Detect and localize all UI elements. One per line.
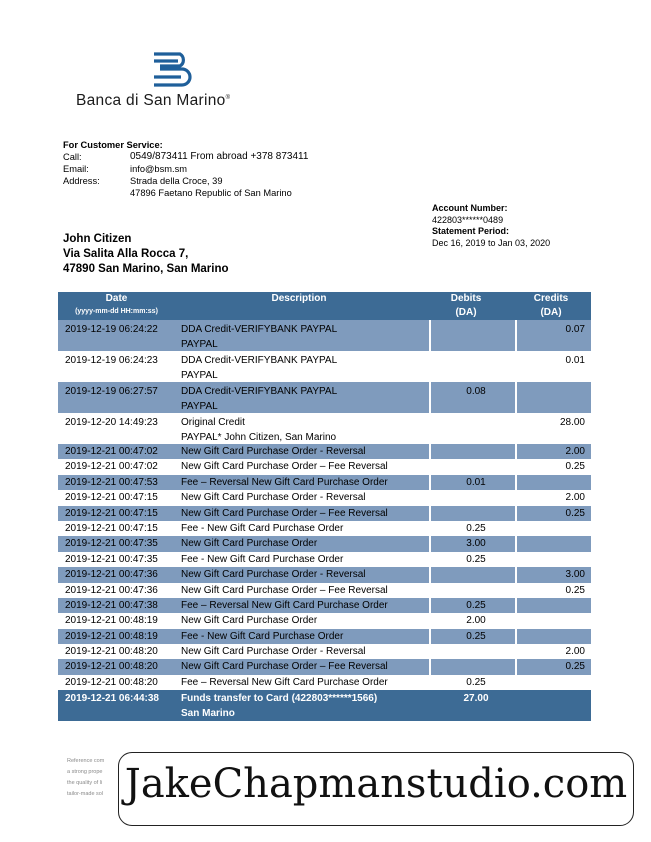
row-credit: 0.25 [565,507,585,519]
row-description-line-1: DDA Credit-VERIFYBANK PAYPAL [181,386,338,397]
row-description-line-2: PAYPAL [181,401,218,412]
row-debit: 0.25 [466,599,486,611]
address-label: Address: [63,176,100,186]
call-value: 0549/873411 From abroad +378 873411 [130,151,309,162]
row-debit: 3.00 [466,538,486,550]
customer-service-block [63,139,308,199]
row-date: 2019-12-19 06:24:23 [65,355,158,366]
row-credit: 0.07 [565,324,585,335]
row-description-line-2: PAYPAL [181,370,218,381]
statement-period-label: Statement Period: [432,226,510,236]
row-debit: 0.08 [466,386,486,397]
header-date: Date [105,293,128,304]
header-debits: Debits [450,293,482,304]
row-description: New Gift Card Purchase Order - Reversal [181,569,366,581]
table-body [58,320,591,690]
row-date: 2019-12-21 00:48:19 [65,630,158,642]
table-row [58,459,591,474]
customer-service-title: For Customer Service: [63,140,163,150]
row-description [181,353,337,383]
row-date: 2019-12-21 00:47:36 [65,584,158,596]
address-line-1: Strada della Croce, 39 [130,176,223,186]
row-date: 2019-12-21 00:47:36 [65,569,158,581]
row-credit: 3.00 [565,569,585,581]
header-description: Description [271,293,327,304]
watermark-text: JakeChapmanstudio.com [124,761,628,807]
row-date: 2019-12-21 00:48:19 [65,615,158,627]
account-number-value: 422803******0489 [432,214,504,225]
row-description: Fee - New Gift Card Purchase Order [181,630,344,642]
table-row [58,320,591,351]
row-description-line-2: PAYPAL* John Citizen, San Marino [181,432,337,443]
row-credit: 2.00 [565,446,585,457]
row-description: New Gift Card Purchase Order – Fee Reversal [181,584,388,596]
statement-period-value: Dec 16, 2019 to Jan 03, 2020 [432,237,551,248]
row-credit: 0.01 [565,355,585,366]
footer-line-1: Reference com [67,758,105,764]
table-row [58,351,591,382]
trademark-mark: ® [225,94,231,101]
row-description: New Gift Card Purchase Order [181,615,318,627]
row-date: 2019-12-19 06:27:57 [65,386,158,397]
table-row [58,567,591,582]
table-row [58,629,591,644]
table-row [58,644,591,659]
row-credit: 2.00 [565,492,585,504]
row-description-line-1: Original Credit [181,417,245,428]
customer-name: John Citizen [63,233,132,245]
row-debit: 2.00 [466,615,486,627]
row-description: Fee - New Gift Card Purchase Order [181,553,344,565]
email-value: info@bsm.sm [130,164,187,174]
final-description [181,691,377,721]
row-debit: 0.01 [466,476,486,488]
row-description-line-1: DDA Credit-VERIFYBANK PAYPAL [181,324,338,335]
row-credit: 2.00 [565,646,585,658]
bank-name [76,92,230,110]
row-description: New Gift Card Purchase Order – Fee Reversal [181,661,388,673]
row-description: New Gift Card Purchase Order – Fee Reversal [181,461,388,473]
bank-name-text: Banca di San Marino [76,92,226,109]
row-description: New Gift Card Purchase Order - Reversal [181,492,366,504]
row-debit: 0.25 [466,553,486,565]
footer-line-4: tailor-made sol [67,791,104,797]
row-description-line-2: PAYPAL [181,339,218,350]
call-label: Call: [63,152,82,162]
final-description-line-2: San Marino [181,708,235,720]
row-description: Fee - New Gift Card Purchase Order [181,522,344,534]
row-credit: 0.25 [565,661,585,673]
table-row [58,583,591,598]
table-row [58,675,591,690]
row-credit: 0.25 [565,584,585,596]
table-row [58,613,591,628]
row-date: 2019-12-21 00:47:38 [65,599,158,611]
table-header [58,292,591,320]
row-date: 2019-12-21 00:47:53 [65,476,158,488]
table-row [58,444,591,459]
row-description: New Gift Card Purchase Order [181,538,318,550]
table-row [58,536,591,551]
row-date: 2019-12-19 06:24:22 [65,324,158,335]
row-date: 2019-12-21 00:47:15 [65,492,158,504]
row-date: 2019-12-21 00:47:35 [65,538,158,550]
table-row [58,552,591,567]
final-debit: 27.00 [463,693,489,705]
table-row [58,598,591,613]
customer-address [63,232,229,277]
row-debit: 0.25 [466,630,486,642]
row-description-line-1: DDA Credit-VERIFYBANK PAYPAL [181,355,338,366]
row-date: 2019-12-21 00:47:02 [65,461,158,473]
header-date-format: (yyyy-mm-dd HH:mm:ss) [75,308,158,315]
watermark-box [118,752,634,826]
final-description-line-1: Funds transfer to Card (422803******1566) [181,693,378,705]
row-date: 2019-12-21 00:47:15 [65,507,158,519]
table-row [58,413,591,444]
bank-logo-icon [150,50,196,90]
row-debit: 0.25 [466,676,486,688]
customer-address-line-1: Via Salita Alla Rocca 7, [63,248,189,260]
transactions-table [58,292,591,721]
table-row [58,659,591,674]
header-credits: Credits [533,293,569,304]
table-row [58,506,591,521]
account-info [432,203,550,249]
final-date: 2019-12-21 06:44:38 [65,693,159,705]
row-date: 2019-12-20 14:49:23 [65,417,158,428]
row-date: 2019-12-21 00:47:02 [65,446,158,457]
row-debit: 0.25 [466,522,486,534]
row-description: Fee – Reversal New Gift Card Purchase Order [181,676,388,688]
header-debits-unit: (DA) [455,307,477,318]
row-date: 2019-12-21 00:48:20 [65,646,158,658]
table-row [58,475,591,490]
footer-line-3: the quality of li [67,780,103,786]
customer-address-line-2: 47890 San Marino, San Marino [63,263,229,275]
row-description [181,322,337,352]
row-date: 2019-12-21 00:47:15 [65,522,158,534]
header-credits-unit: (DA) [540,307,562,318]
row-date: 2019-12-21 00:48:20 [65,676,158,688]
row-credit: 28.00 [559,417,585,428]
email-label: Email: [63,164,89,174]
account-number-label: Account Number: [432,203,508,213]
row-description [181,415,336,445]
footer-line-2: a strong prope [67,769,103,775]
address-line-2: 47896 Faetano Republic of San Marino [130,188,292,198]
table-row-final [58,690,591,721]
row-description [181,384,337,414]
row-date: 2019-12-21 00:47:35 [65,553,158,565]
row-credit: 0.25 [565,461,585,473]
row-description: Fee – Reversal New Gift Card Purchase Order [181,476,388,488]
table-row [58,521,591,536]
row-description: New Gift Card Purchase Order - Reversal [181,646,366,658]
row-date: 2019-12-21 00:48:20 [65,661,158,673]
row-description: Fee – Reversal New Gift Card Purchase Order [181,599,388,611]
table-row [58,382,591,413]
row-description: New Gift Card Purchase Order – Fee Reversal [181,507,388,519]
row-description: New Gift Card Purchase Order - Reversal [181,446,366,457]
table-row [58,490,591,505]
